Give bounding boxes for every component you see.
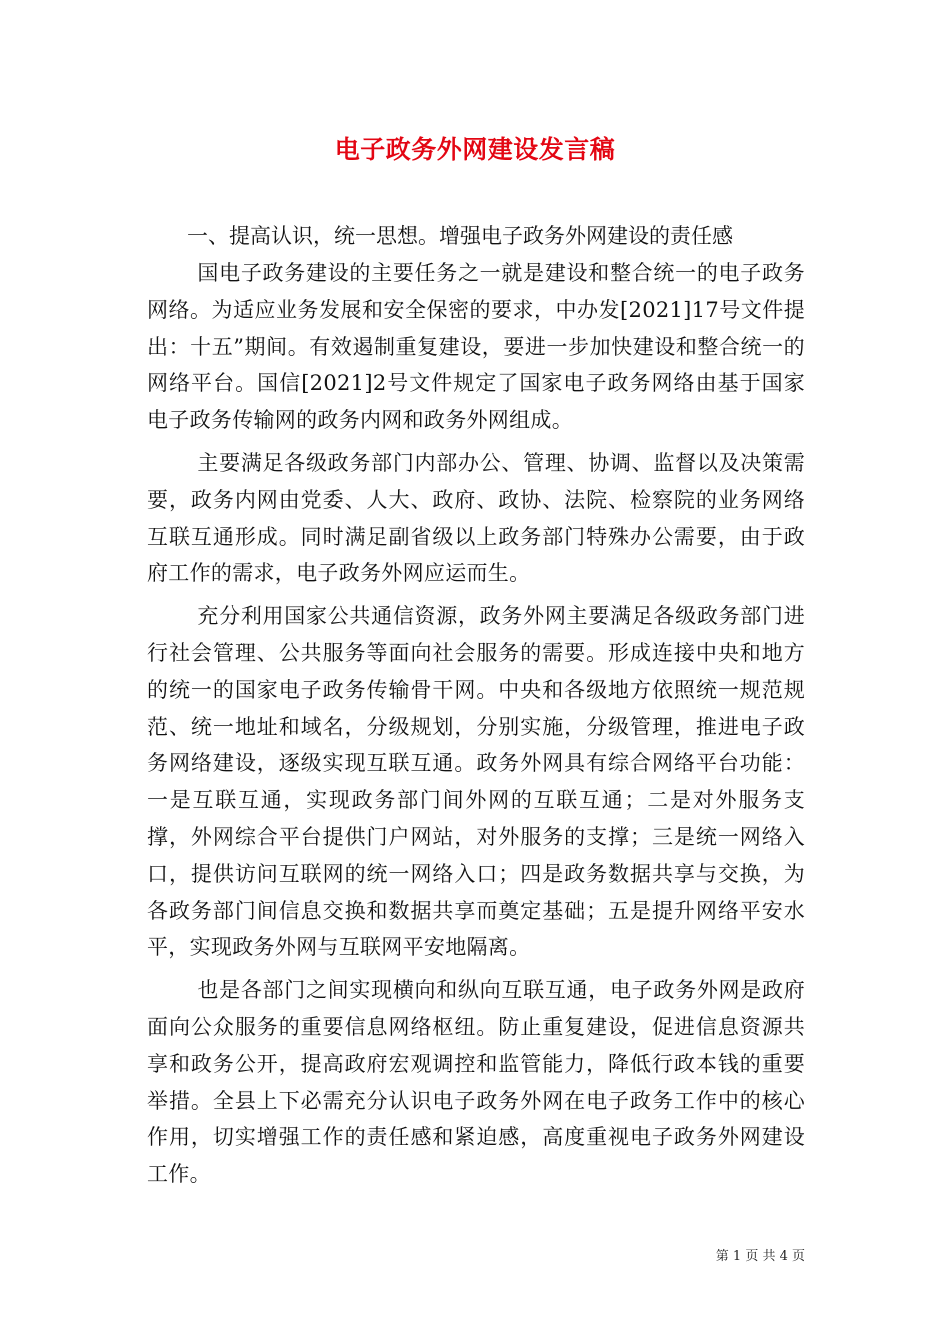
document-title: 电子政务外网建设发言稿 — [334, 135, 616, 164]
section-heading: 一、提高认识，统一思想。增强电子政务外网建设的责任感 — [187, 224, 733, 248]
paragraph-2: 主要满足各级政务部门内部办公、管理、协调、监督以及决策需要，政务内网由党委、人大、政府、政协、法院、检察院的业务网络互联互通形成。同时满足副省级以上政务部门特殊办公需要，由于政府工作的需求，电子政务外网应运而生。 — [147, 450, 805, 586]
paragraph-1: 国电子政务建设的主要任务之一就是建设和整合统一的电子政务网络。为适应业务发展和安全保密的要求，中办发[2021]17号文件提出：十五”期间。有效遏制重复建设，要进一步加快建设和整合统一的网络平台。国信[2021]2号文件规定了国家电子政务网络由基于国家电子政务传输网的政务内网和政务外网组成。 — [147, 261, 805, 433]
paragraph-4: 也是各部门之间实现横向和纵向互联互通，电子政务外网是政府面向公众服务的重要信息网络枢纽。防止重复建设，促进信息资源共享和政务公开，提高政府宏观调控和监管能力，降低行政本钱的重要举措。全县上下必需充分认识电子政务外网在电子政务工作中的核心作用，切实增强工作的责任感和紧迫感，高度重视电子政务外网建设工作。 — [147, 978, 805, 1187]
document-body — [147, 218, 805, 1199]
paragraph-3: 充分利用国家公共通信资源，政务外网主要满足各级政务部门进行社会管理、公共服务等面向社会服务的需要。形成连接中央和地方的统一的国家电子政务传输骨干网。中央和各级地方依照统一规范规范、统一地址和域名，分级规划，分别实施，分级管理，推进电子政务网络建设，逐级实现互联互通。政务外网具有综合网络平台功能：一是互联互通，实现政务部门间外网的互联互通；二是对外服务支撑，外网综合平台提供门户网站，对外服务的支撑；三是统一网络入口，提供访问互联网的统一网络入口；四是政务数据共享与交换，为各政务部门间信息交换和数据共享而奠定基础；五是提升网络平安水平，实现政务外网与互联网平安地隔离。 — [147, 604, 805, 960]
page-number-footer: 第 1 页 共 4 页 — [715, 1249, 805, 1264]
